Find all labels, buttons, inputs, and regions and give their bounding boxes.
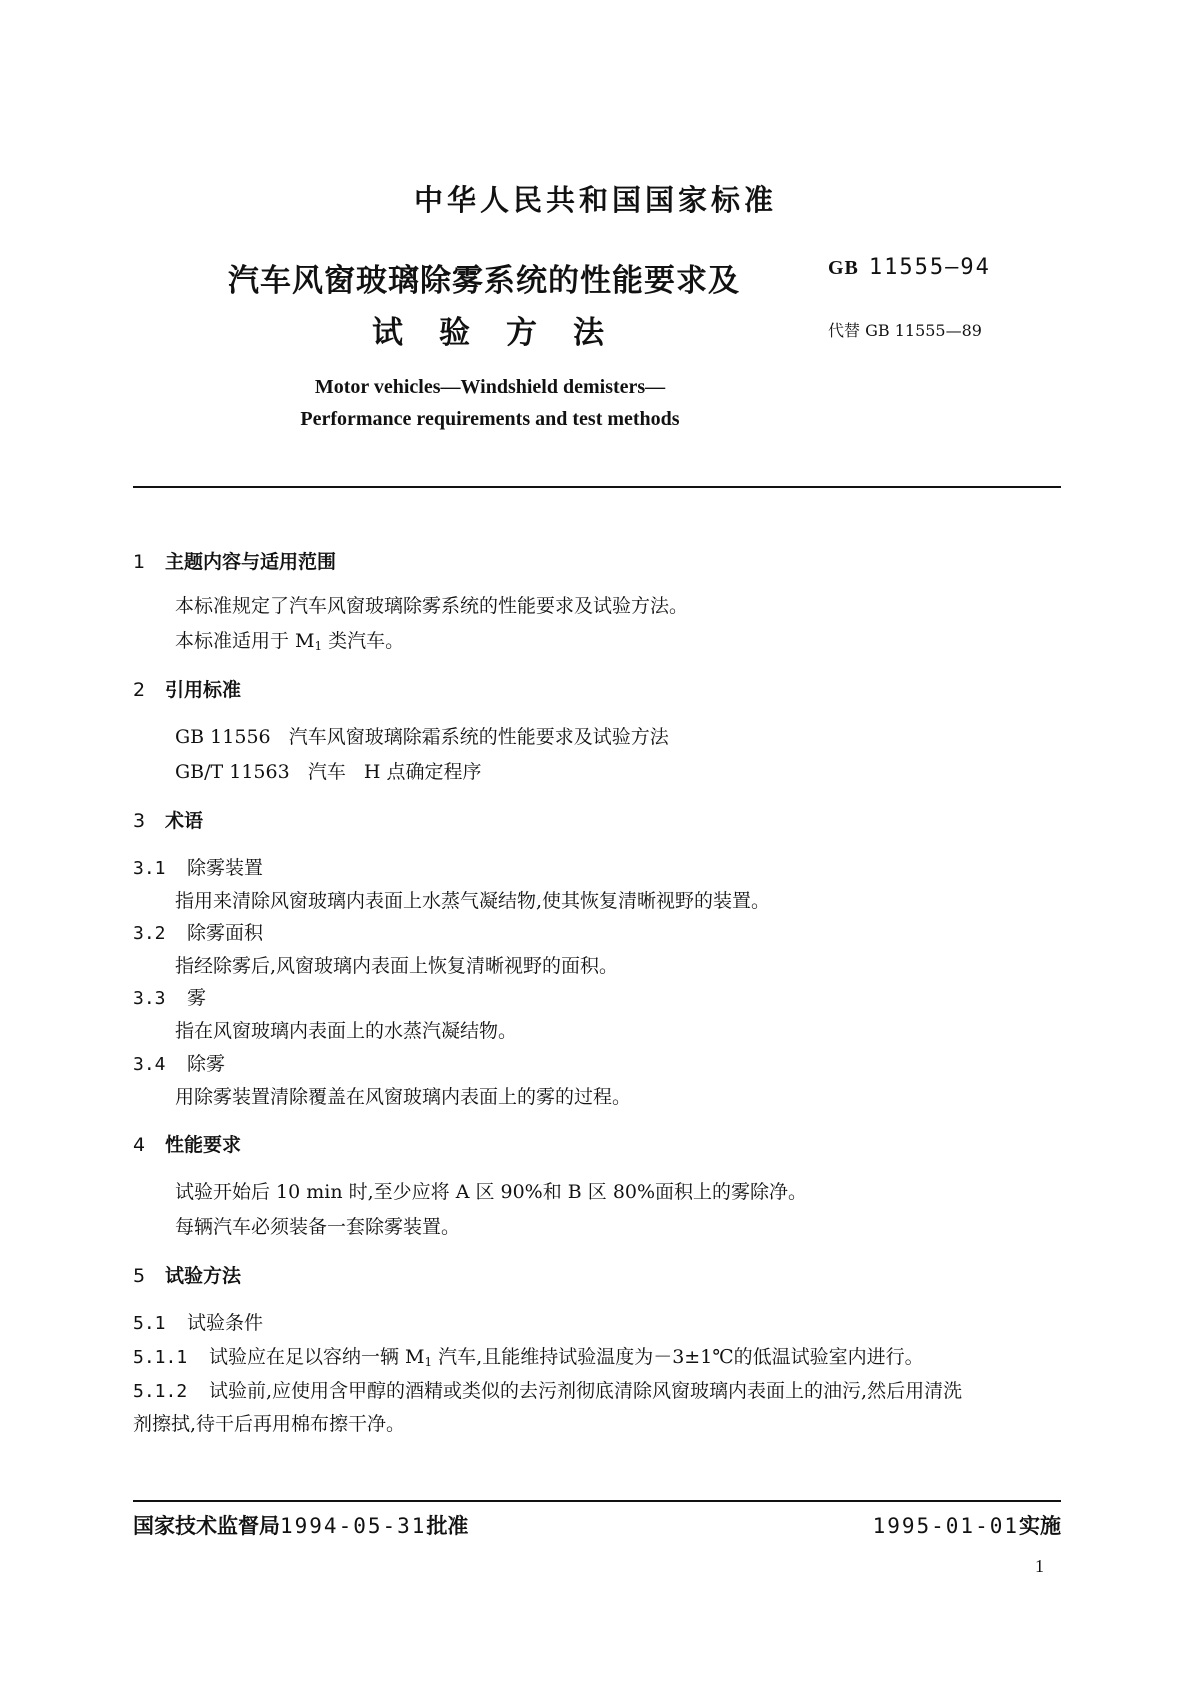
section-title: 性能要求 (165, 1134, 242, 1156)
clause-number: 3.1 (133, 858, 166, 879)
section-1-paragraph-2 (175, 626, 404, 653)
title-en-line2: Performance requirements and test methods (300, 408, 680, 430)
section-number: 3 (133, 810, 146, 832)
page-number: 1 (1035, 1556, 1044, 1576)
standard-prefix: GB (828, 257, 859, 279)
clause-5-1-2 (133, 1376, 962, 1403)
clause-number: 5.1.1 (133, 1347, 188, 1368)
subscript: 1 (424, 1355, 433, 1369)
section-title: 试验方法 (165, 1265, 242, 1287)
term-title: 雾 (187, 987, 207, 1009)
standard-number: 11555—94 (868, 255, 991, 280)
section-1-heading (133, 547, 336, 574)
clause-number: 5.1 (133, 1313, 166, 1334)
national-standard-heading: 中华人民共和国国家标准 (413, 183, 777, 217)
clause-number: 3.2 (133, 923, 166, 944)
section-title: 主题内容与适用范围 (165, 551, 337, 573)
text: 汽车,且能维持试验温度为－3±1℃的低温试验室内进行。 (432, 1346, 924, 1368)
section-number: 1 (133, 551, 146, 573)
section-5-heading (133, 1261, 241, 1288)
approval-label: 批准 (426, 1514, 469, 1538)
section-number: 2 (133, 679, 146, 701)
term-3-3-heading (133, 983, 206, 1010)
text: 类汽车。 (322, 630, 405, 652)
section-4-heading (133, 1130, 241, 1157)
section-3-heading (133, 806, 203, 833)
term-3-4-heading (133, 1049, 225, 1076)
subscript: 1 (314, 639, 323, 653)
term-3-2-definition: 指经除雾后,风窗玻璃内表面上恢复清晰视野的面积。 (175, 955, 619, 977)
standard-code (828, 255, 991, 280)
clause-number: 5.1.2 (133, 1381, 188, 1402)
clause-5-1-heading (133, 1308, 263, 1335)
footer-divider (133, 1500, 1061, 1502)
effective-date: 1995-01-01 (872, 1514, 1019, 1538)
term-title: 除雾 (187, 1053, 226, 1075)
text: 试验应在足以容纳一辆 M (209, 1346, 425, 1368)
title-cn-line1: 汽车风窗玻璃除雾系统的性能要求及 (228, 263, 740, 299)
clause-number: 3.4 (133, 1054, 166, 1075)
term-3-3-definition: 指在风窗玻璃内表面上的水蒸汽凝结物。 (175, 1020, 518, 1042)
approval-info (133, 1510, 468, 1540)
term-title: 除雾装置 (187, 857, 264, 879)
section-4-paragraph-1: 试验开始后 10 min 时,至少应将 A 区 90%和 B 区 80%面积上的雾除净。 (175, 1181, 808, 1203)
text: 本标准适用于 M (175, 630, 315, 652)
section-number: 5 (133, 1265, 146, 1287)
reference-2: GB/T 11563 汽车 H 点确定程序 (175, 761, 482, 783)
text: 试验前,应使用含甲醇的酒精或类似的去污剂彻底清除风窗玻璃内表面上的油污,然后用清洗 (209, 1380, 963, 1402)
clause-5-1-1 (133, 1342, 924, 1369)
term-3-1-heading (133, 853, 263, 880)
reference-1: GB 11556 汽车风窗玻璃除霜系统的性能要求及试验方法 (175, 726, 669, 748)
term-3-4-definition: 用除雾装置清除覆盖在风窗玻璃内表面上的雾的过程。 (175, 1086, 632, 1108)
section-1-paragraph-1: 本标准规定了汽车风窗玻璃除雾系统的性能要求及试验方法。 (175, 595, 689, 617)
term-3-2-heading (133, 918, 263, 945)
effective-label: 实施 (1019, 1514, 1061, 1538)
title-en-line1: Motor vehicles—Windshield demisters— (314, 376, 666, 398)
section-4-paragraph-2: 每辆汽车必须装备一套除雾装置。 (175, 1216, 461, 1238)
header-divider (133, 486, 1061, 488)
section-title: 术语 (165, 810, 204, 832)
clause-title: 试验条件 (187, 1312, 264, 1334)
section-title: 引用标准 (165, 679, 242, 701)
approval-date: 1994-05-31 (280, 1514, 427, 1538)
replaces-standard: 代替 GB 11555—89 (828, 321, 982, 340)
approver: 国家技术监督局 (133, 1514, 280, 1538)
section-2-heading (133, 675, 241, 702)
term-3-1-definition: 指用来清除风窗玻璃内表面上水蒸气凝结物,使其恢复清晰视野的装置。 (175, 890, 771, 912)
clause-5-1-2-continued: 剂擦拭,待干后再用棉布擦干净。 (133, 1413, 406, 1435)
term-title: 除雾面积 (187, 922, 264, 944)
clause-number: 3.3 (133, 988, 166, 1009)
effective-info (873, 1510, 1061, 1540)
section-number: 4 (133, 1134, 146, 1156)
title-cn-line2: 试验方法 (372, 315, 640, 351)
